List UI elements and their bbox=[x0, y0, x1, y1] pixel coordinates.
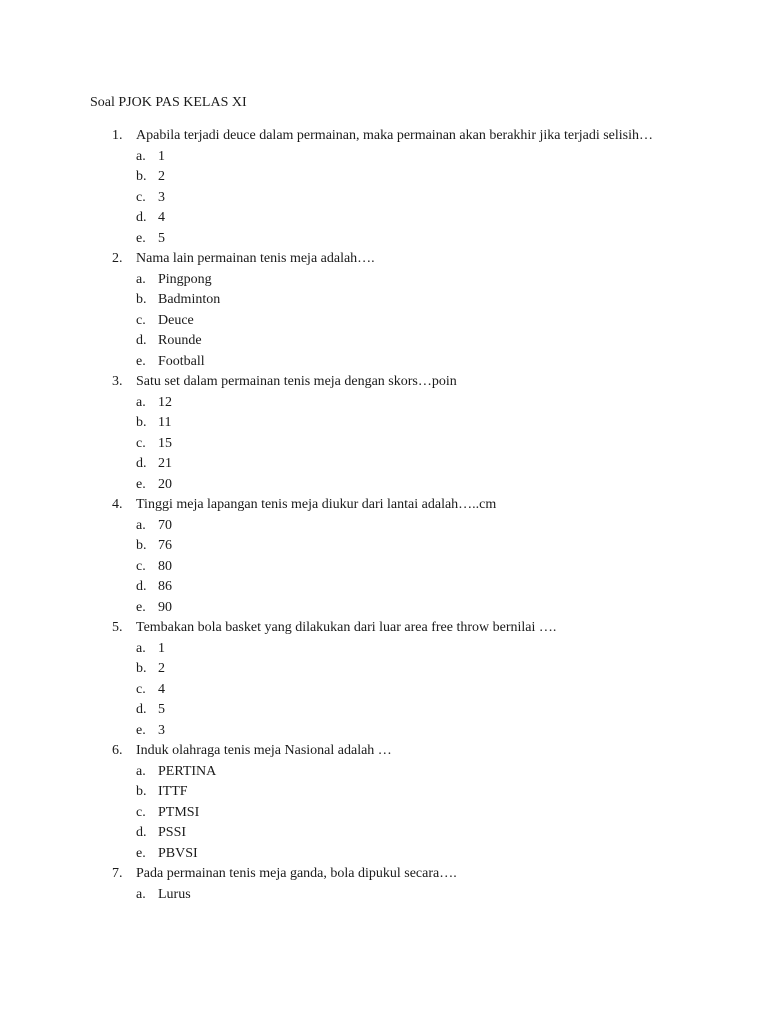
option-text: PTMSI bbox=[158, 804, 200, 820]
option-text: 12 bbox=[158, 394, 172, 410]
option-text: 3 bbox=[158, 722, 165, 738]
question-text: Tinggi meja lapangan tenis meja diukur dari lantai adalah…..cm bbox=[136, 497, 497, 512]
question-item bbox=[0, 864, 768, 905]
question-text: Nama lain permainan tenis meja adalah…. bbox=[136, 251, 375, 266]
option-letter: c. bbox=[136, 312, 146, 328]
option-item bbox=[0, 290, 768, 311]
option-letter: a. bbox=[136, 148, 146, 164]
option-text: 15 bbox=[158, 435, 172, 451]
option-item bbox=[0, 311, 768, 332]
option-text: 1 bbox=[158, 148, 165, 164]
option-text: Football bbox=[158, 353, 205, 369]
option-item bbox=[0, 598, 768, 619]
question-text: Apabila terjadi deuce dalam permainan, maka permainan akan berakhir jika terjadi selisih… bbox=[136, 128, 654, 143]
option-letter: a. bbox=[136, 640, 146, 656]
option-list bbox=[0, 639, 768, 742]
question-item bbox=[0, 495, 768, 618]
option-letter: e. bbox=[136, 845, 146, 861]
option-letter: b. bbox=[136, 292, 147, 307]
option-list bbox=[0, 516, 768, 619]
option-item bbox=[0, 803, 768, 824]
option-text: 2 bbox=[158, 661, 165, 676]
option-item bbox=[0, 639, 768, 660]
option-item bbox=[0, 208, 768, 229]
option-text: 80 bbox=[158, 558, 172, 574]
option-text: Badminton bbox=[158, 292, 221, 307]
option-item bbox=[0, 331, 768, 352]
option-text: 4 bbox=[158, 681, 165, 697]
option-letter: c. bbox=[136, 681, 146, 697]
option-letter: d. bbox=[136, 456, 147, 471]
question-number: 4. bbox=[112, 497, 123, 512]
option-item bbox=[0, 762, 768, 783]
option-text: 3 bbox=[158, 189, 165, 205]
option-text: Rounde bbox=[158, 333, 202, 348]
option-letter: b. bbox=[136, 661, 147, 676]
option-letter: b. bbox=[136, 538, 147, 553]
option-text: ITTF bbox=[158, 784, 188, 799]
option-item bbox=[0, 270, 768, 291]
question-text: Pada permainan tenis meja ganda, bola dipukul secara…. bbox=[136, 866, 457, 881]
option-letter: c. bbox=[136, 804, 146, 820]
option-item bbox=[0, 434, 768, 455]
option-list bbox=[0, 762, 768, 865]
option-item bbox=[0, 188, 768, 209]
option-text: 70 bbox=[158, 517, 172, 533]
question-text: Induk olahraga tenis meja Nasional adalah … bbox=[136, 743, 392, 758]
option-item bbox=[0, 885, 768, 906]
option-letter: a. bbox=[136, 763, 146, 779]
option-text: Pingpong bbox=[158, 271, 212, 287]
option-item bbox=[0, 413, 768, 434]
option-letter: d. bbox=[136, 579, 147, 594]
question-text: Satu set dalam permainan tenis meja dengan skors…poin bbox=[136, 374, 457, 389]
option-letter: b. bbox=[136, 169, 147, 184]
option-list bbox=[0, 147, 768, 250]
option-item bbox=[0, 516, 768, 537]
option-text: 5 bbox=[158, 230, 165, 246]
option-text: PSSI bbox=[158, 825, 187, 840]
option-letter: e. bbox=[136, 722, 146, 738]
option-text: 20 bbox=[158, 476, 172, 492]
option-text: 5 bbox=[158, 702, 165, 717]
option-list bbox=[0, 393, 768, 496]
option-text: 76 bbox=[158, 538, 172, 553]
option-list bbox=[0, 885, 768, 906]
question-number: 7. bbox=[112, 866, 123, 881]
option-text: PERTINA bbox=[158, 763, 217, 779]
option-letter: b. bbox=[136, 784, 147, 799]
option-letter: a. bbox=[136, 517, 146, 533]
option-letter: e. bbox=[136, 353, 146, 369]
option-item bbox=[0, 475, 768, 496]
option-letter: a. bbox=[136, 271, 146, 287]
question-list bbox=[0, 126, 768, 905]
option-text: 11 bbox=[158, 415, 172, 430]
option-letter: a. bbox=[136, 394, 146, 410]
option-item bbox=[0, 577, 768, 598]
option-letter: c. bbox=[136, 558, 146, 574]
option-item bbox=[0, 393, 768, 414]
question-item bbox=[0, 126, 768, 249]
option-letter: c. bbox=[136, 435, 146, 451]
option-item bbox=[0, 454, 768, 475]
question-number: 2. bbox=[112, 251, 123, 266]
option-item bbox=[0, 659, 768, 680]
option-item bbox=[0, 536, 768, 557]
option-letter: c. bbox=[136, 189, 146, 205]
option-text: 1 bbox=[158, 640, 165, 656]
option-item bbox=[0, 844, 768, 865]
option-item bbox=[0, 229, 768, 250]
option-letter: d. bbox=[136, 702, 147, 717]
option-item bbox=[0, 557, 768, 578]
question-number: 3. bbox=[112, 374, 123, 389]
option-letter: e. bbox=[136, 230, 146, 246]
option-letter: d. bbox=[136, 333, 147, 348]
question-item bbox=[0, 618, 768, 741]
option-list bbox=[0, 270, 768, 373]
option-text: 90 bbox=[158, 599, 172, 615]
option-text: Lurus bbox=[158, 886, 191, 902]
option-item bbox=[0, 680, 768, 701]
option-letter: a. bbox=[136, 886, 146, 902]
option-item bbox=[0, 352, 768, 373]
option-item bbox=[0, 167, 768, 188]
option-text: PBVSI bbox=[158, 845, 198, 861]
option-item bbox=[0, 823, 768, 844]
option-text: 21 bbox=[158, 456, 172, 471]
option-letter: b. bbox=[136, 415, 147, 430]
option-letter: e. bbox=[136, 476, 146, 492]
option-letter: e. bbox=[136, 599, 146, 615]
option-letter: d. bbox=[136, 210, 147, 225]
question-item bbox=[0, 741, 768, 864]
option-text: 86 bbox=[158, 579, 172, 594]
question-number: 6. bbox=[112, 743, 123, 758]
question-number: 5. bbox=[112, 620, 123, 635]
option-item bbox=[0, 147, 768, 168]
option-text: Deuce bbox=[158, 312, 194, 328]
option-text: 4 bbox=[158, 210, 165, 225]
option-item bbox=[0, 721, 768, 742]
option-item bbox=[0, 700, 768, 721]
question-item bbox=[0, 249, 768, 372]
option-item bbox=[0, 782, 768, 803]
option-text: 2 bbox=[158, 169, 165, 184]
question-number: 1. bbox=[112, 128, 123, 143]
question-item bbox=[0, 372, 768, 495]
option-letter: d. bbox=[136, 825, 147, 840]
document-title: Soal PJOK PAS KELAS XI bbox=[90, 95, 247, 110]
question-text: Tembakan bola basket yang dilakukan dari luar area free throw bernilai …. bbox=[136, 620, 557, 635]
